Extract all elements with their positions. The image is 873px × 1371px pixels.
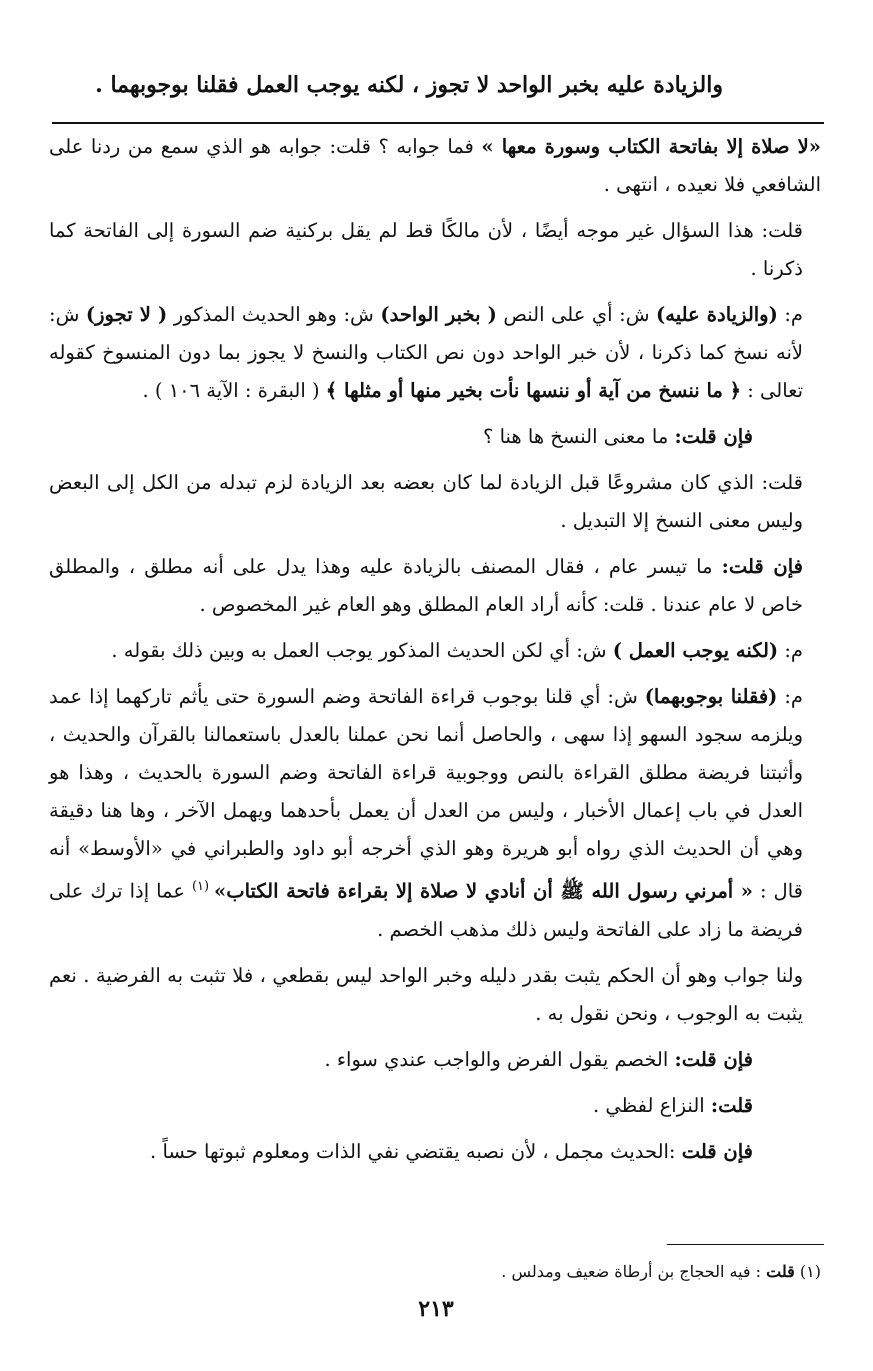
paragraph-11 bbox=[49, 1087, 821, 1125]
header-divider bbox=[52, 122, 824, 124]
matn-term: (فقلنا بوجوبهما) bbox=[644, 685, 778, 708]
page-number: ٢١٣ bbox=[418, 1296, 454, 1322]
matn-term: ( لا تجوز) bbox=[85, 303, 168, 326]
paragraph-12 bbox=[49, 1133, 821, 1171]
paragraph-1 bbox=[49, 128, 821, 204]
quran-verse: ﴿ ما ننسخ من آية أو ننسها نأت بخير منها أو مثلها ﴾ bbox=[325, 379, 742, 402]
paragraph-text: عما إذا ترك على فريضة ما زاد على الفاتحة وليس ذلك مذهب الخصم . bbox=[49, 879, 803, 941]
paragraph-text: ما تيسر عام ، فقال المصنف بالزيادة عليه وهذا يدل على أنه مطلق ، والمطلق خاص لا عام عندنا . قلت: كأنه أراد العام المطلق وهو العام غير المخصوص . bbox=[49, 555, 803, 616]
paragraph-text: م: bbox=[777, 685, 804, 708]
footnote-divider bbox=[667, 1244, 824, 1245]
paragraph-text: ولنا جواب وهو أن الحكم يثبت بقدر دليله وخبر الواحد ليس بقطعي ، فلا تثبت به الفرضية . نعم يثبت به الوجوب ، ونحن نقول به . bbox=[49, 963, 803, 1025]
matn-term: (والزيادة عليه) bbox=[656, 303, 778, 326]
paragraph-9 bbox=[49, 957, 821, 1033]
paragraph-text: ( البقرة : الآية ١٠٦ ) . bbox=[142, 379, 326, 402]
paragraph-text: :الحديث مجمل ، لأن نصبه يقتضي نفي الذات ومعلوم ثبوتها حساً . bbox=[150, 1139, 682, 1163]
matn-term: ( بخبر الواحد) bbox=[380, 303, 497, 326]
paragraph-text: م: bbox=[777, 303, 804, 326]
paragraph-text: م: bbox=[778, 639, 803, 662]
paragraph-text: ش: أي على النص bbox=[496, 303, 657, 326]
paragraph-text: النزاع لفظي . bbox=[592, 1093, 711, 1117]
footnote-number: (١) bbox=[799, 1262, 821, 1281]
question-label: فإن قلت: bbox=[721, 555, 803, 578]
paragraph-text: قلت: هذا السؤال غير موجه أيضًا ، لأن مالكًا قط لم يقل بركنية ضم السورة إلى الفاتحة كما ذكرنا . bbox=[49, 219, 803, 280]
footnote-text: : فيه الحجاج بن أرطاة ضعيف ومدلس . bbox=[501, 1262, 762, 1281]
running-header: والزيادة عليه بخبر الواحد لا تجوز ، لكنه يوجب العمل فقلنا بوجوبهما . bbox=[95, 72, 723, 98]
question-label: فإن قلت: bbox=[674, 1047, 753, 1071]
paragraph-text: الخصم يقول الفرض والواجب عندي سواء . bbox=[324, 1047, 675, 1071]
paragraph-7 bbox=[49, 632, 821, 670]
paragraph-text: ش: أي لكن الحديث المذكور يوجب العمل به وبين ذلك بقوله . bbox=[111, 639, 613, 662]
footnote bbox=[49, 1262, 821, 1281]
paragraph-text: ش: أي قلنا بوجوب قراءة الفاتحة وضم السورة حتى يأثم تاركهما إذا عمد ويلزمه سجود السهو إذا سهى ، والحاصل أنما نحن عملنا بالعدل باستعمالنا بالقرآن والحديث ، وأثبتنا فريضة مطلق القراءة بالنص ووجوبية قراءة الفاتحة وضم السورة بالحديث ، وهذا هو العدل في باب إعمال الأخبار ، وليس من العدل أن يعمل بأحدهما ويهمل الآخر ، وها هنا دقيقة وهي أن الحديث الذي رواه أبو هريرة وهو الذي أخرجه أبو داود والطبراني في «الأوسط» أنه قال : bbox=[49, 685, 803, 903]
paragraph-text: ش: لأنه نسخ كما ذكرنا ، لأن خبر الواحد دون نص الكتاب والنسخ لا يجوز بما دون المنسوخ كقوله تعالى : bbox=[49, 303, 803, 402]
question-label: فإن قلت: bbox=[674, 425, 753, 448]
paragraph-2 bbox=[49, 212, 821, 288]
quoted-hadith: « أمرني رسول الله ﷺ أن أنادي لا صلاة إلا بقراءة فاتحة الكتاب» bbox=[214, 879, 753, 903]
paragraph-4 bbox=[49, 418, 821, 456]
paragraph-10 bbox=[49, 1041, 821, 1079]
footnote-marker[interactable]: (١) bbox=[191, 879, 215, 894]
paragraph-text: قلت: الذي كان مشروعًا قبل الزيادة لما كان بعضه بعد الزيادة لزم تبدله من الكل إلى البعض وليس معنى النسخ إلا التبديل . bbox=[49, 471, 803, 532]
paragraph-3 bbox=[49, 296, 821, 410]
answer-label: قلت: bbox=[710, 1093, 753, 1117]
paragraph-5 bbox=[49, 464, 821, 540]
quoted-hadith: «لا صلاة إلا بفاتحة الكتاب وسورة معها » bbox=[481, 135, 821, 158]
matn-term: (لكنه يوجب العمل ) bbox=[612, 639, 779, 662]
question-label: فإن قلت bbox=[681, 1139, 753, 1163]
paragraph-8 bbox=[49, 678, 821, 949]
footnote-label: قلت bbox=[766, 1262, 795, 1281]
paragraph-text: فما جوابه ؟ قلت: جوابه هو الذي سمع من ردنا على الشافعي فلا نعيده ، انتهى . bbox=[49, 135, 821, 196]
paragraph-text: ما معنى النسخ ها هنا ؟ bbox=[483, 425, 675, 448]
paragraph-text: ش: وهو الحديث المذكور bbox=[167, 303, 381, 326]
main-text bbox=[49, 128, 821, 1179]
paragraph-6 bbox=[49, 548, 821, 624]
